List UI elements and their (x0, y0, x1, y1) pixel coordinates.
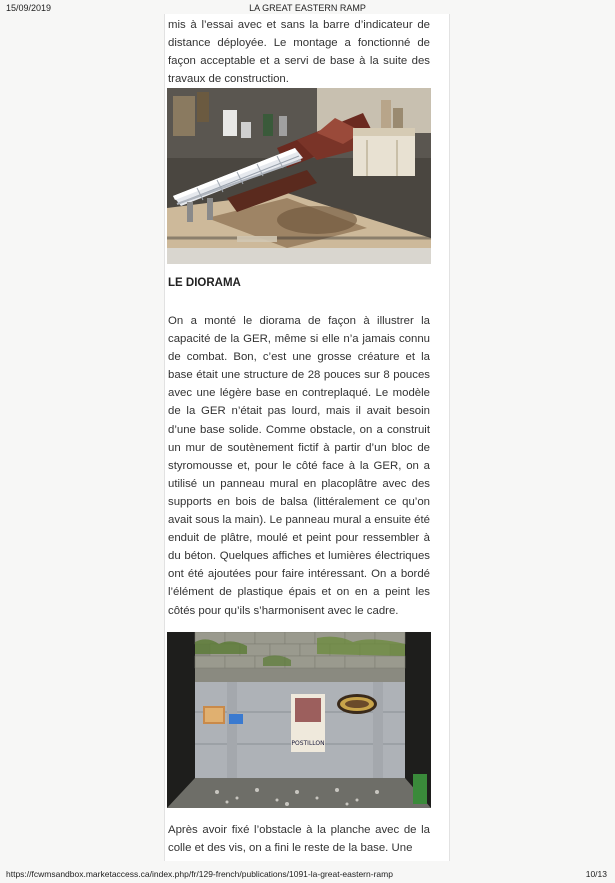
article-paragraph-2: On a monté le diorama de façon à illustrer la capacité de la GER, même si elle n’a jamais connu de combat. Bon, c’est une grosse créature et la base était une structure de 28 pouces sur 8 pouces avec une légère base en contreplaqué. Le modèle de la GER n’était pas lourd, mais il avait besoin d’une base solide. Comme obstacle, on a construit un mur de soutènement fictif à partir d’un bloc de styromousse et, pour le côté face à la GER, on a utilisé un panneau mural en placoplâtre avec des supports en bois de balsa (littéralement ce qu’on avait sous la main). Le panneau mural a ensuite été enduit de plâtre, moulé et peint pour ressembler à du béton. Quelques affiches et lumières électriques ont été ajoutées pour faire intéressant. On a bordé l’élément de plastique épais et on en a peint les côtés pour qu’ils s’harmonisent avec le cadre. (168, 315, 430, 617)
model-test-photo (167, 88, 431, 264)
print-header (0, 0, 615, 14)
article-paragraph-3: Après avoir fixé l’obstacle à la planche avec de la colle et des vis, on a fini le reste de la base. Une (168, 824, 430, 855)
article-paragraph-1: mis à l’essai avec et sans la barre d’indicateur de distance déployée. Le montage a fonctionné de façon acceptable et a servi de base à la suite des travaux de construction. (168, 19, 430, 86)
page-number: 10/13 (585, 869, 607, 879)
print-footer (0, 865, 615, 883)
section-heading: LE DIORAMA (168, 277, 241, 289)
print-title: LA GREAT EASTERN RAMP (249, 3, 366, 13)
print-date: 15/09/2019 (6, 3, 52, 13)
print-url: https://fcwmsandbox.marketaccess.ca/index.php/fr/129-french/publications/1091-la-great-eastern-ramp (6, 869, 393, 879)
poster-label: POSTILLON (291, 740, 325, 747)
diorama-wall-illustration (167, 632, 431, 808)
model-test-illustration (167, 88, 431, 264)
diorama-wall-photo (167, 632, 431, 808)
